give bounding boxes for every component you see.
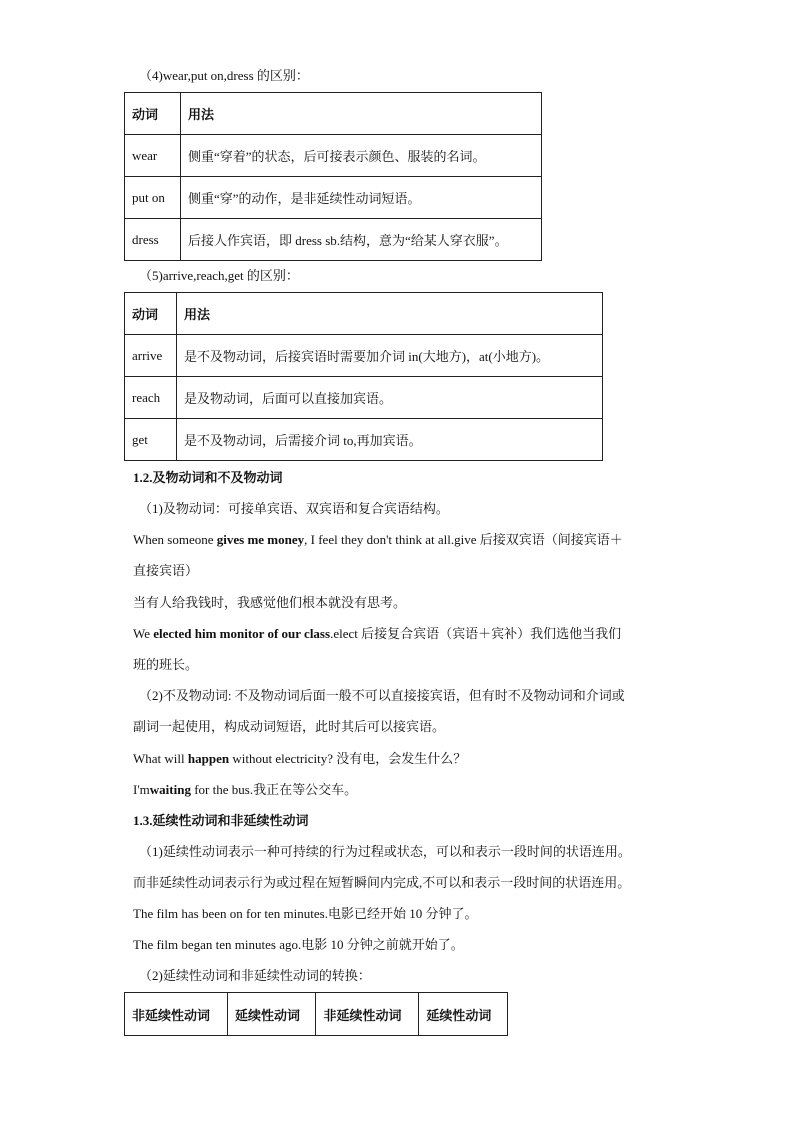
heading-1-3: 1.3.延续性动词和非延续性动词 [133,813,309,828]
heading-1-2: 1.2.及物动词和不及物动词 [133,470,283,485]
example-continuation: 班的班长。 [133,657,199,672]
example-happen [133,751,466,767]
example-film-been-on: The film has been on for ten minutes.电影已经开始 10 分钟了。 [133,906,478,921]
verb-cell: wear [125,135,181,177]
section-5-title: （5)arrive,reach,get 的区别： [139,268,299,283]
usage-cell: 是不及物动词，后需接介词 to,再加宾语。 [177,419,603,461]
usage-cell: 侧重“穿”的动作，是非延续性动词短语。 [181,177,542,219]
paragraph-durative-cont: 而非延续性动词表示行为或过程在短暂瞬间内完成,不可以和表示一段时间的状语连用。 [133,875,631,890]
example-gives-me-money [133,532,623,548]
example-bold-word: happen [187,751,230,766]
header-verb: 动词 [125,93,181,135]
verb-cell: get [125,419,177,461]
usage-cell: 侧重“穿着”的状态，后可接表示颜色、服装的名词。 [181,135,542,177]
paragraph-durative: （1)延续性动词表示一种可持续的行为过程或状态，可以和表示一段时间的状语连用。 [139,844,631,859]
paragraph-transitive: （1)及物动词：可接单宾语、双宾语和复合宾语结构。 [139,501,449,516]
table-header-row [125,293,603,335]
example-waiting [133,782,357,798]
paragraph-intransitive: （2)不及物动词: 不及物动词后面一般不可以直接接宾语，但有时不及物动词和介词或 [139,688,625,703]
paragraph-intransitive-cont: 副词一起使用，构成动词短语，此时其后可以接宾语。 [133,719,446,734]
header-durative: 延续性动词 [227,993,316,1036]
example-text: What will [133,751,188,766]
header-durative: 延续性动词 [419,993,508,1036]
example-continuation: 直接宾语） [133,563,199,578]
verb-conversion-table [124,992,508,1036]
table-row [125,377,603,419]
example-bold-phrase: elected him monitor of our class [153,626,331,641]
example-bold-word: waiting [149,782,191,797]
example-text: , I feel they don't think at all.give 后接双宾语（间接宾语＋ [304,532,623,547]
example-text: .elect 后接复合宾语（宾语＋宾补）我们选他当我们 [330,626,622,641]
table-header-row [125,993,508,1036]
table-row [125,419,603,461]
arrive-reach-get-table [124,292,603,461]
header-usage: 用法 [177,293,603,335]
example-text: without electricity? 没有电，会发生什么？ [229,751,467,766]
table-row [125,219,542,261]
example-text: When someone [133,532,217,547]
wear-puton-dress-table [124,92,542,261]
verb-cell: put on [125,177,181,219]
usage-cell: 是及物动词，后面可以直接加宾语。 [177,377,603,419]
paragraph-conversion: （2)延续性动词和非延续性动词的转换： [139,968,371,983]
example-bold-phrase: gives me money [216,532,305,547]
header-usage: 用法 [181,93,542,135]
example-text: We [133,626,154,641]
example-text: for the bus.我正在等公交车。 [190,782,358,797]
header-non-durative: 非延续性动词 [316,993,419,1036]
table-row [125,177,542,219]
example-film-began: The film began ten minutes ago.电影 10 分钟之前就开始了。 [133,937,464,952]
table-row [125,335,603,377]
example-translation: 当有人给我钱时，我感觉他们根本就没有思考。 [133,595,407,610]
verb-cell: arrive [125,335,177,377]
example-text: I'm [133,782,150,797]
header-non-durative: 非延续性动词 [125,993,228,1036]
example-elected-him [133,626,621,642]
verb-cell: reach [125,377,177,419]
verb-cell: dress [125,219,181,261]
header-verb: 动词 [125,293,177,335]
table-header-row [125,93,542,135]
usage-cell: 后接人作宾语，即 dress sb.结构，意为“给某人穿衣服”。 [181,219,542,261]
table-row [125,135,542,177]
section-4-title: （4)wear,put on,dress 的区别： [139,68,309,83]
usage-cell: 是不及物动词，后接宾语时需要加介词 in(大地方)，at(小地方)。 [177,335,603,377]
